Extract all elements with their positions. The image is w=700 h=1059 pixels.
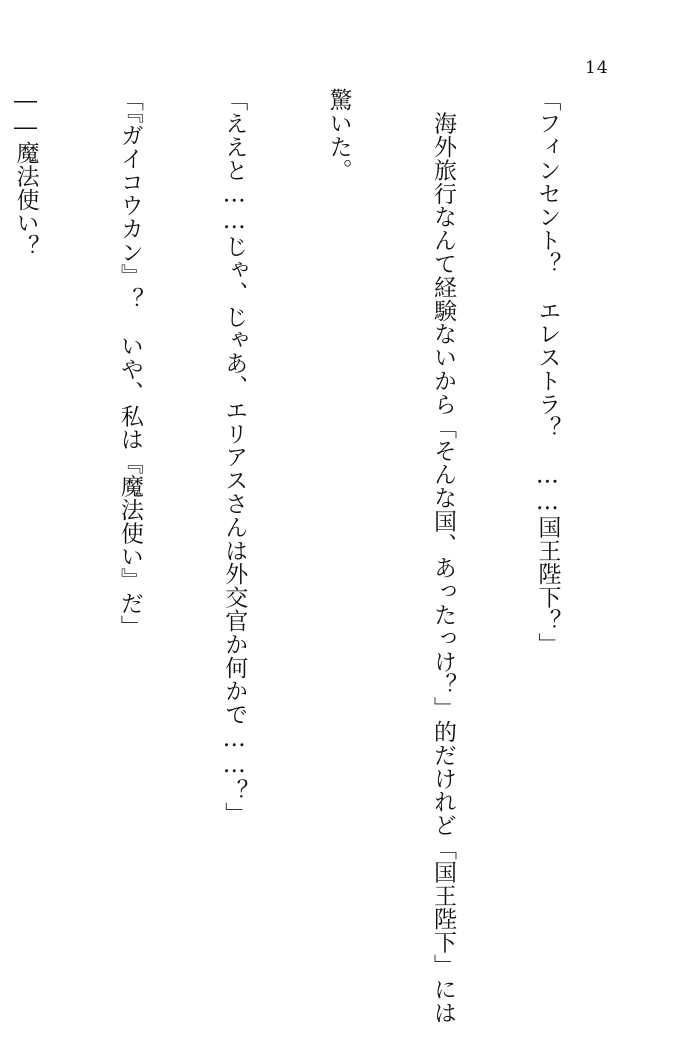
text-line: 「フィンセント？ エレストラ？ ……国王陛下？」 — [534, 88, 561, 656]
text-line: 「『ガイコウカン』？ いや、私は『魔法使い』だ」 — [116, 88, 143, 639]
text-line: 驚いた。 — [325, 88, 352, 182]
text-line: ――魔法使い？ — [12, 88, 39, 258]
text-line: 「ええと……じゃ、じゃあ、エリアスさんは外交官か何かで……？」 — [221, 88, 248, 826]
page-number: 14 — [585, 58, 609, 78]
text-line: 海外旅行なんて経験ないから「そんな国、あったっけ？」的だけれど「国王陛下」には — [430, 88, 457, 1024]
novel-text-block — [0, 88, 634, 1024]
